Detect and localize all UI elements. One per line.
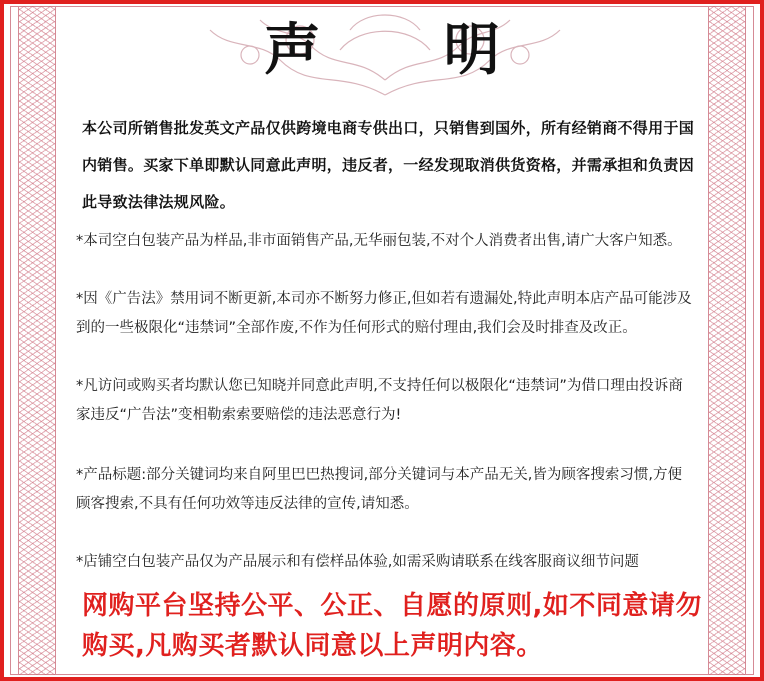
note-buyer-consent: *凡访问或购买者均默认您已知晓并同意此声明,不支持任何以极限化“违禁词”为借口理由投诉商家违反“广告法”变相勒索索要赔偿的违法恶意行为! bbox=[76, 378, 683, 423]
page-title: 声 明 bbox=[264, 18, 552, 83]
intro-statement: 本公司所销售批发英文产品仅供跨境电商专供出口，只销售到国外，所有经销商不得用于国内销售。买家下单即默认同意此声明，违反者，一经发现取消供货资格，并需承担和负责因此导致法律法规风险。 bbox=[82, 119, 695, 211]
note-advertising-law: *因《广告法》禁用词不断更新,本司亦不断努力修正,但如若有遗漏处,特此声明本店产品可能涉及到的一些极限化“违禁词”全部作废,不作为任何形式的赔付理由,我们会及时排查及改正。 bbox=[76, 291, 692, 336]
left-guilloche-band bbox=[18, 6, 56, 675]
note-sample-packaging: *本司空白包装产品为样品,非市面销售产品,无华丽包装,不对个人消费者出售,请广大客户知悉。 bbox=[76, 233, 682, 249]
note-blank-packaging: *店铺空白包装产品仅为产品展示和有偿样品体验,如需采购请联系在线客服商议细节问题 bbox=[76, 554, 639, 570]
note-product-title: *产品标题:部分关键词均来自阿里巴巴热搜词,部分关键词与本产品无关,皆为顾客搜索习惯,方便顾客搜索,不具有任何功效等违反法律的宣传,请知悉。 bbox=[76, 467, 682, 512]
red-warning-text: 网购平台坚持公平、公正、自愿的原则,如不同意请勿购买,凡购买者默认同意以上声明内容。 bbox=[82, 591, 702, 661]
right-guilloche-band bbox=[708, 6, 746, 675]
